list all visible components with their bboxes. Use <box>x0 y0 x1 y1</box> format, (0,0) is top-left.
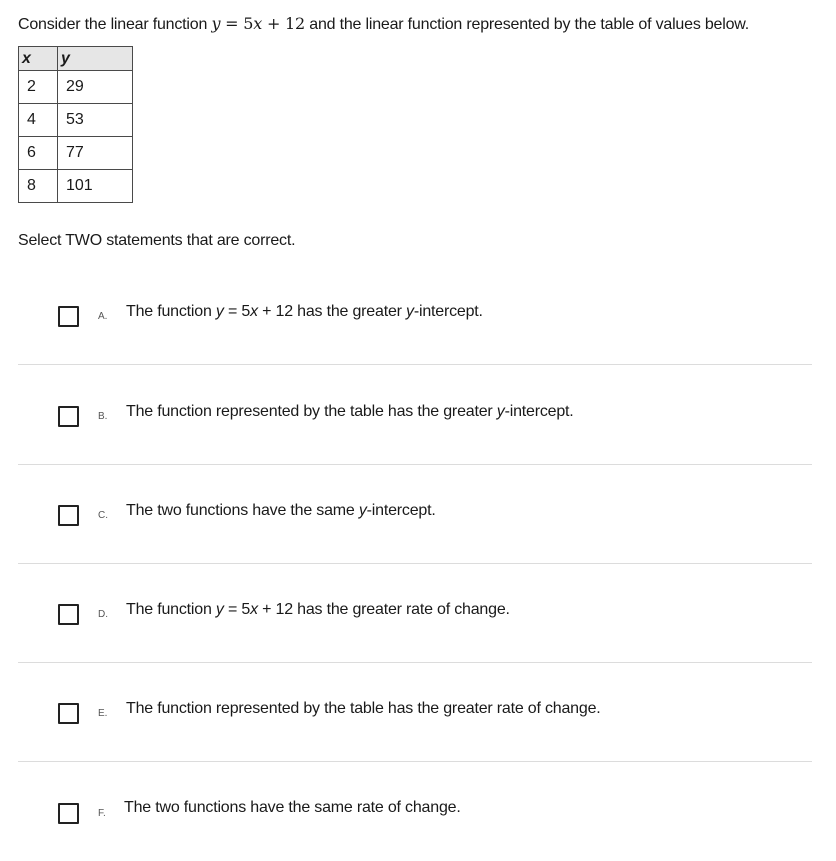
option-text-part: The two functions have the same <box>126 502 359 519</box>
option-c-checkbox[interactable] <box>58 505 79 526</box>
equation-coefficient: 5 <box>243 14 254 33</box>
option-text-part: The function represented by the table has the greater rate of change. <box>126 700 601 717</box>
option-a-letter: A. <box>98 311 108 322</box>
option-f-text[interactable] <box>124 799 461 817</box>
equation-y: y <box>211 14 221 33</box>
option-text-part: = 5 <box>223 601 251 618</box>
table-row <box>19 104 133 137</box>
table-header-y: y <box>58 47 133 71</box>
option-d[interactable] <box>18 563 812 663</box>
values-table <box>18 46 133 203</box>
table-row <box>19 170 133 203</box>
option-text-var: x <box>250 601 258 618</box>
option-text-part: The function <box>126 601 216 618</box>
table-header-row <box>19 47 133 71</box>
table-cell-y: 77 <box>58 137 133 170</box>
equation-constant: + 12 <box>262 14 306 33</box>
option-f-letter: F. <box>98 808 106 819</box>
equation-x: x <box>253 14 263 33</box>
option-b-text[interactable] <box>126 403 574 421</box>
option-b[interactable] <box>18 365 812 465</box>
table-cell-x: 6 <box>19 137 58 170</box>
option-text-part: -intercept. <box>366 502 436 519</box>
table-cell-x: 2 <box>19 71 58 104</box>
option-b-letter: B. <box>98 411 108 422</box>
option-c-letter: C. <box>98 510 108 521</box>
option-a-checkbox[interactable] <box>58 306 79 327</box>
option-text-part: + 12 has the greater rate of change. <box>257 601 510 618</box>
option-text-part: The function <box>126 303 216 320</box>
option-e-checkbox[interactable] <box>58 703 79 724</box>
option-text-part: = 5 <box>223 303 251 320</box>
option-text-var: y <box>215 303 224 320</box>
option-d-checkbox[interactable] <box>58 604 79 625</box>
question-prompt <box>18 14 749 34</box>
option-text-var: y <box>358 502 367 519</box>
option-text-part: + 12 has the greater <box>257 303 407 320</box>
option-d-text[interactable] <box>126 601 510 619</box>
option-d-letter: D. <box>98 609 108 620</box>
option-text-var: y <box>406 303 414 320</box>
option-c-text[interactable] <box>126 502 436 520</box>
table-cell-x: 8 <box>19 170 58 203</box>
table-header-x: x <box>19 47 58 71</box>
table-row <box>19 137 133 170</box>
table-cell-y: 101 <box>58 170 133 203</box>
option-text-var: y <box>215 601 224 618</box>
option-text-var: y <box>496 403 505 420</box>
option-e-text[interactable] <box>126 700 601 718</box>
option-a[interactable] <box>18 265 812 365</box>
option-b-checkbox[interactable] <box>58 406 79 427</box>
option-c[interactable] <box>18 464 812 564</box>
table-cell-y: 29 <box>58 71 133 104</box>
option-text-var: x <box>250 303 258 320</box>
option-e[interactable] <box>18 662 812 762</box>
option-text-part: The two functions have the same rate of change. <box>124 799 461 816</box>
option-f[interactable] <box>18 762 812 861</box>
option-a-text[interactable] <box>126 303 483 321</box>
table-cell-y: 53 <box>58 104 133 137</box>
table-row <box>19 71 133 104</box>
table-cell-x: 4 <box>19 104 58 137</box>
question-prefix: Consider the linear function <box>18 16 212 33</box>
option-f-checkbox[interactable] <box>58 803 79 824</box>
question-equation <box>211 14 305 33</box>
instruction-text: Select TWO statements that are correct. <box>18 232 296 249</box>
option-text-part: The function represented by the table has the greater <box>126 403 497 420</box>
option-text-part: -intercept. <box>504 403 574 420</box>
question-suffix: and the linear function represented by the table of values below. <box>305 16 750 33</box>
option-e-letter: E. <box>98 708 108 719</box>
option-text-part: -intercept. <box>413 303 483 320</box>
equation-equals: = <box>220 14 244 33</box>
